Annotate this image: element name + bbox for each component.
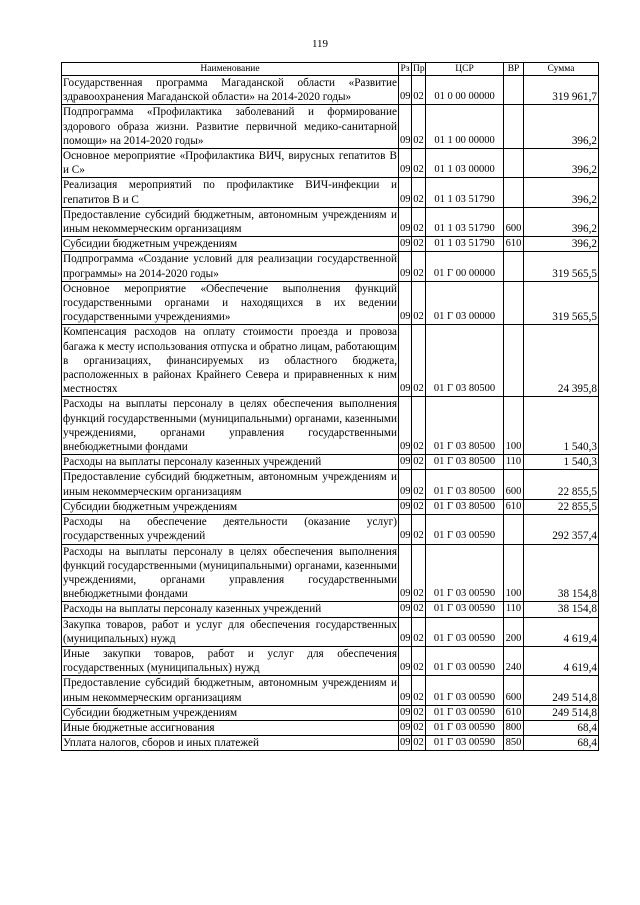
page-number: 119 [311, 38, 329, 50]
header-rz: Рз [400, 64, 410, 74]
header-name: Наименование [62, 63, 399, 76]
cell-rz: 09 [399, 178, 412, 207]
cell-name: Субсидии бюджетным учреждениям [62, 705, 399, 720]
cell-csr: 01 Г 03 00590 [426, 515, 504, 544]
cell-csr: 01 Г 03 80500 [426, 397, 504, 455]
table-row [62, 178, 599, 207]
table-row [62, 736, 599, 751]
cell-csr: 01 1 00 00000 [426, 105, 504, 149]
cell-name: Закупка товаров, работ и услуг для обеспечения государственных (муниципальных) нужд [63, 618, 397, 645]
cell-rz: 09 [399, 207, 412, 236]
cell-name: Иные бюджетные ассигнования [62, 720, 399, 735]
cell-name: Субсидии бюджетным учреждениям [62, 499, 399, 514]
table-row [62, 617, 599, 646]
cell-csr: 01 Г 03 00590 [426, 736, 504, 751]
cell-sum: 396,2 [524, 178, 599, 207]
cell-vr [504, 178, 524, 207]
cell-csr: 01 Г 03 80500 [426, 470, 504, 499]
table-row [62, 705, 599, 720]
cell-csr: 01 Г 03 80500 [426, 499, 504, 514]
cell-vr: 850 [504, 736, 524, 751]
cell-pr: 02 [412, 325, 426, 397]
table-row [62, 76, 599, 105]
cell-csr: 01 1 03 51790 [426, 237, 504, 252]
cell-vr: 600 [504, 676, 524, 705]
cell-sum: 319 565,5 [524, 281, 599, 325]
cell-name: Расходы на выплаты персоналу казенных учреждений [62, 455, 399, 470]
cell-vr: 200 [504, 617, 524, 646]
cell-pr: 02 [412, 237, 426, 252]
cell-name: Компенсация расходов на оплату стоимости проезда и провоза багажа к месту использования отпуска и обратно лицам, работающим в организациях, финансируемых из областного бюджета, расположенных в районах Крайнего Севера и приравненных к ним местностях [63, 326, 397, 396]
cell-pr: 02 [412, 705, 426, 720]
cell-rz: 09 [399, 105, 412, 149]
cell-sum: 4 619,4 [524, 617, 599, 646]
cell-vr [504, 325, 524, 397]
cell-vr: 100 [504, 397, 524, 455]
cell-pr: 02 [412, 676, 426, 705]
table-row [62, 470, 599, 499]
cell-sum: 249 514,8 [524, 676, 599, 705]
cell-vr: 110 [504, 455, 524, 470]
cell-sum: 1 540,3 [524, 397, 599, 455]
cell-pr: 02 [412, 397, 426, 455]
cell-name: Расходы на выплаты персоналу в целях обеспечения выполнения функций государственными (муниципальными) органами, казенными учреждениями, органами управления государственными внебюджетными фондами [63, 398, 397, 454]
cell-rz: 09 [399, 676, 412, 705]
cell-vr: 800 [504, 720, 524, 735]
cell-name: Основное мероприятие «Профилактика ВИЧ, вирусных гепатитов В и С» [63, 150, 397, 177]
table-row [62, 397, 599, 455]
table-row [62, 237, 599, 252]
cell-sum: 22 855,5 [524, 499, 599, 514]
table-row [62, 676, 599, 705]
header-vr: ВР [504, 63, 524, 76]
cell-name: Уплата налогов, сборов и иных платежей [62, 736, 399, 751]
cell-csr: 01 1 03 51790 [426, 207, 504, 236]
cell-sum: 68,4 [524, 736, 599, 751]
cell-pr: 02 [412, 515, 426, 544]
cell-sum: 319 961,7 [524, 76, 599, 105]
cell-sum: 292 357,4 [524, 515, 599, 544]
cell-sum: 396,2 [524, 149, 599, 178]
header-csr: ЦСР [426, 63, 504, 76]
cell-sum: 4 619,4 [524, 646, 599, 675]
cell-csr: 01 Г 03 80500 [426, 325, 504, 397]
cell-rz: 09 [399, 237, 412, 252]
cell-name: Предоставление субсидий бюджетным, автономным учреждениям и иным некоммерческим организациям [63, 208, 397, 236]
cell-rz: 09 [399, 149, 412, 178]
cell-rz: 09 [399, 281, 412, 325]
cell-vr: 240 [504, 646, 524, 675]
table-row [62, 455, 599, 470]
cell-name: Субсидии бюджетным учреждениям [62, 237, 399, 252]
table-row [62, 544, 599, 602]
cell-pr: 02 [412, 736, 426, 751]
cell-rz: 09 [399, 397, 412, 455]
cell-rz: 09 [399, 252, 412, 281]
cell-pr: 02 [412, 178, 426, 207]
cell-sum: 319 565,5 [524, 252, 599, 281]
cell-pr: 02 [412, 149, 426, 178]
cell-rz: 09 [399, 515, 412, 544]
cell-rz: 09 [399, 736, 412, 751]
table-row [62, 499, 599, 514]
cell-vr: 600 [504, 470, 524, 499]
cell-rz: 09 [399, 602, 412, 617]
table-row [62, 515, 599, 544]
cell-csr: 01 0 00 00000 [426, 76, 504, 105]
cell-pr: 02 [412, 602, 426, 617]
cell-rz: 09 [399, 617, 412, 646]
table-row [62, 207, 599, 236]
cell-csr: 01 Г 03 80500 [426, 455, 504, 470]
cell-csr: 01 Г 03 00590 [426, 544, 504, 602]
cell-name: Предоставление субсидий бюджетным, автономным учреждениям и иным некоммерческим организациям [63, 471, 397, 498]
table-row [62, 149, 599, 178]
cell-csr: 01 Г 03 00590 [426, 602, 504, 617]
cell-pr: 02 [412, 470, 426, 499]
cell-csr: 01 Г 03 00590 [426, 720, 504, 735]
cell-csr: 01 Г 03 00590 [426, 676, 504, 705]
cell-name: Государственная программа Магаданской области «Развитие здравоохранения Магаданской области» на 2014-2020 годы» [63, 77, 397, 104]
cell-name: Предоставление субсидий бюджетным, автономным учреждениям и иным некоммерческим организациям [63, 677, 397, 704]
cell-name: Основное мероприятие «Обеспечение выполнения функций государственными органами и находящихся в их ведении государственными учреждениями» [63, 282, 397, 324]
cell-csr: 01 Г 00 00000 [426, 252, 504, 281]
cell-vr: 610 [504, 705, 524, 720]
cell-vr [504, 515, 524, 544]
cell-rz: 09 [399, 646, 412, 675]
cell-vr: 110 [504, 602, 524, 617]
cell-rz: 09 [399, 470, 412, 499]
cell-rz: 09 [399, 705, 412, 720]
cell-name: Расходы на выплаты персоналу казенных учреждений [62, 602, 399, 617]
cell-pr: 02 [412, 207, 426, 236]
cell-vr [504, 105, 524, 149]
cell-sum: 22 855,5 [524, 470, 599, 499]
cell-pr: 02 [412, 720, 426, 735]
cell-pr: 02 [412, 544, 426, 602]
cell-name: Подпрограмма «Профилактика заболеваний и формирование здорового образа жизни. Развитие первичной медико-санитарной помощи» на 2014-2020 годы» [63, 106, 397, 147]
cell-sum: 396,2 [524, 105, 599, 149]
cell-name: Подпрограмма «Создание условий для реализации государственной программы» на 2014-2020 годы» [63, 253, 397, 280]
cell-vr: 610 [504, 237, 524, 252]
cell-sum: 38 154,8 [524, 544, 599, 602]
cell-pr: 02 [412, 76, 426, 105]
cell-csr: 01 Г 03 00590 [426, 617, 504, 646]
cell-sum: 396,2 [524, 207, 599, 236]
cell-sum: 396,2 [524, 237, 599, 252]
cell-sum: 68,4 [524, 720, 599, 735]
table-row [62, 646, 599, 675]
cell-vr: 600 [504, 207, 524, 236]
table-row [62, 720, 599, 735]
cell-pr: 02 [412, 281, 426, 325]
cell-name: Расходы на обеспечение деятельности (оказание услуг) государственных учреждений [63, 516, 397, 543]
cell-pr: 02 [412, 646, 426, 675]
cell-vr: 100 [504, 544, 524, 602]
cell-pr: 02 [412, 455, 426, 470]
cell-csr: 01 Г 03 00590 [426, 705, 504, 720]
header-pr: Пр [413, 64, 425, 74]
cell-rz: 09 [399, 499, 412, 514]
cell-csr: 01 1 03 00000 [426, 149, 504, 178]
cell-name: Реализация мероприятий по профилактике ВИЧ-инфекции и гепатитов В и С [63, 179, 397, 206]
cell-sum: 1 540,3 [524, 455, 599, 470]
cell-vr [504, 252, 524, 281]
cell-rz: 09 [399, 325, 412, 397]
cell-sum: 24 395,8 [524, 325, 599, 397]
cell-pr: 02 [412, 252, 426, 281]
cell-csr: 01 Г 03 00590 [426, 646, 504, 675]
cell-rz: 09 [399, 76, 412, 105]
cell-name: Расходы на выплаты персоналу в целях обеспечения выполнения функций государственными (муниципальными) органами, казенными учреждениями, органами управления государственными внебюджетными фондами [63, 545, 397, 601]
table-body [62, 76, 599, 751]
cell-csr: 01 1 03 51790 [426, 178, 504, 207]
header-sum: Сумма [524, 63, 599, 76]
table-header-row [62, 63, 599, 76]
table-row [62, 325, 599, 397]
budget-table [61, 62, 599, 751]
cell-sum: 38 154,8 [524, 602, 599, 617]
cell-rz: 09 [399, 544, 412, 602]
cell-rz: 09 [399, 720, 412, 735]
cell-csr: 01 Г 03 00000 [426, 281, 504, 325]
cell-pr: 02 [412, 105, 426, 149]
table-row [62, 252, 599, 281]
cell-vr: 610 [504, 499, 524, 514]
cell-sum: 249 514,8 [524, 705, 599, 720]
table-row [62, 281, 599, 325]
cell-name: Иные закупки товаров, работ и услуг для обеспечения государственных (муниципальных) нужд [63, 647, 397, 675]
cell-vr [504, 149, 524, 178]
table-row [62, 105, 599, 149]
cell-pr: 02 [412, 499, 426, 514]
table-row [62, 602, 599, 617]
cell-vr [504, 76, 524, 105]
cell-pr: 02 [412, 617, 426, 646]
cell-rz: 09 [399, 455, 412, 470]
cell-vr [504, 281, 524, 325]
